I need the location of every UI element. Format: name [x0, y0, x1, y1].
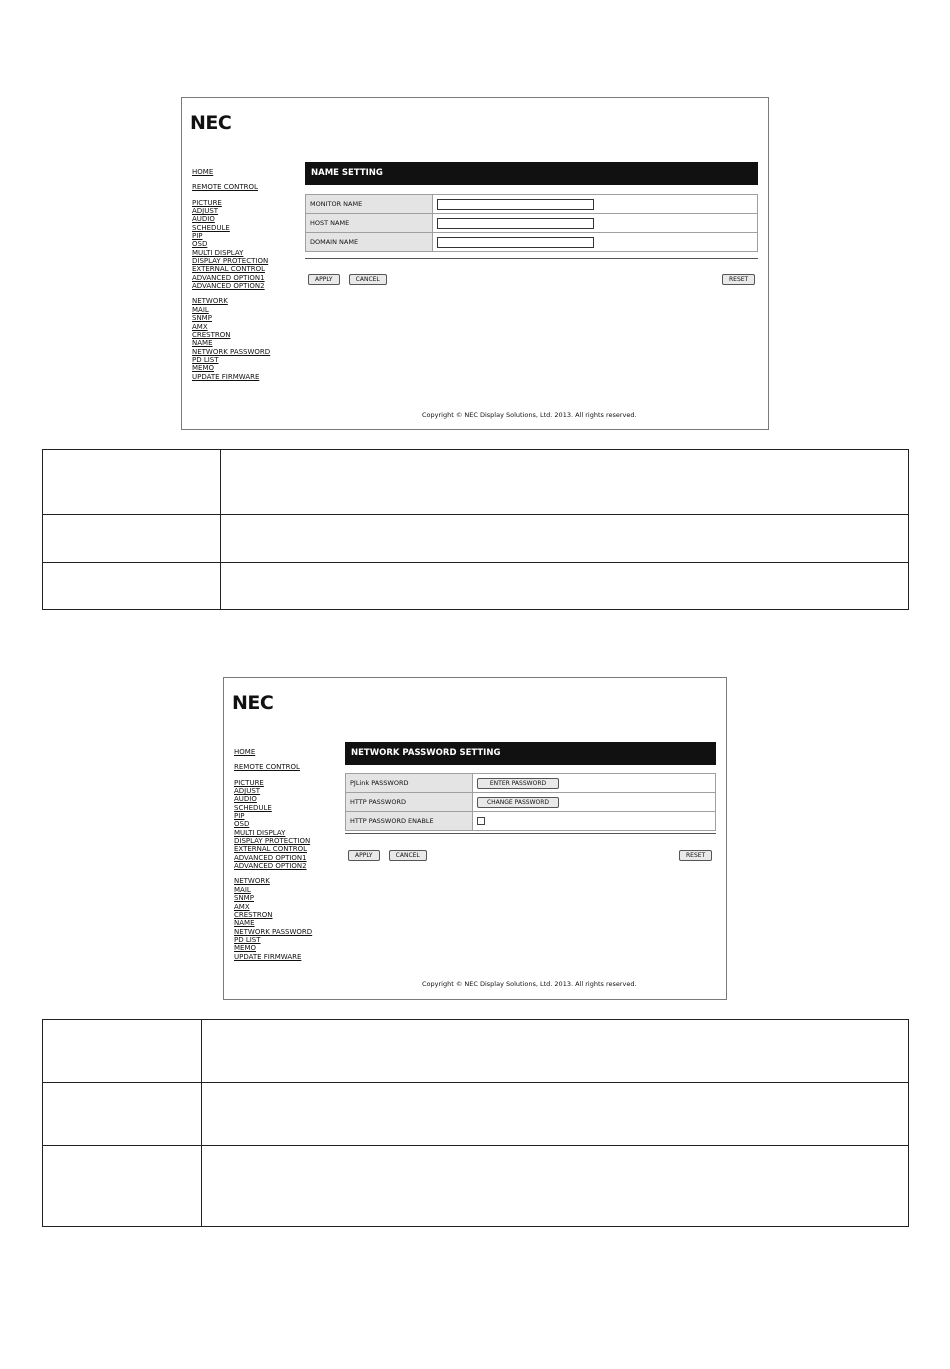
nav-link-remote-control[interactable]: REMOTE CONTROL [234, 763, 300, 772]
nav-group [234, 779, 312, 871]
apply-button[interactable]: APPLY [348, 850, 380, 861]
nav-link-advanced-option2[interactable]: ADVANCED OPTION2 [234, 862, 307, 871]
nav-link-display-protection[interactable]: DISPLAY PROTECTION [192, 257, 269, 266]
nav-link-pd-list[interactable]: PD LIST [234, 935, 261, 944]
nav-link-snmp[interactable]: SNMP [192, 314, 212, 323]
nav-link-memo[interactable]: MEMO [234, 944, 257, 953]
nav-link-mail[interactable]: MAIL [234, 885, 251, 894]
table-row [43, 563, 909, 610]
nav-link-mail[interactable]: MAIL [192, 305, 209, 314]
action-buttons [308, 266, 391, 285]
table-row [346, 774, 716, 793]
cancel-button[interactable]: CANCEL [389, 850, 427, 861]
network-password-description-table [42, 1019, 909, 1227]
nav-link-advanced-option2[interactable]: ADVANCED OPTION2 [192, 282, 265, 291]
table-row [43, 515, 909, 563]
nav-link-update-firmware[interactable]: UPDATE FIRMWARE [234, 952, 302, 961]
nav-link-network-password[interactable]: NETWORK PASSWORD [192, 347, 271, 356]
nav-link-snmp[interactable]: SNMP [234, 894, 254, 903]
table-row [43, 450, 909, 515]
description-key-cell [43, 515, 221, 563]
divider [345, 833, 716, 834]
nav-link-pd-list[interactable]: PD LIST [192, 355, 219, 364]
reset-button[interactable]: RESET [679, 850, 712, 861]
cancel-button[interactable]: CANCEL [349, 274, 387, 285]
description-key-cell [43, 1146, 202, 1227]
nav-link-picture[interactable]: PICTURE [192, 198, 222, 207]
table-row [346, 812, 716, 831]
nav-link-remote-control[interactable]: REMOTE CONTROL [192, 183, 258, 192]
description-value-cell [221, 515, 909, 563]
nav-group [192, 183, 270, 191]
nav-link-adjust[interactable]: ADJUST [192, 207, 219, 216]
http-password-enable-checkbox[interactable] [477, 817, 485, 825]
nav-link-update-firmware[interactable]: UPDATE FIRMWARE [192, 372, 260, 381]
table-row [43, 1146, 909, 1227]
copyright-text: Copyright © NEC Display Solutions, Ltd. 2013. All rights reserved. [422, 411, 637, 419]
nav-link-amx[interactable]: AMX [192, 322, 208, 331]
description-value-cell [221, 563, 909, 610]
nav-link-network-password[interactable]: NETWORK PASSWORD [234, 927, 313, 936]
nav-link-advanced-option1[interactable]: ADVANCED OPTION1 [192, 273, 265, 282]
nav-link-schedule[interactable]: SCHEDULE [234, 803, 272, 812]
page-title: NAME SETTING [305, 162, 758, 185]
reset-area [722, 266, 759, 285]
nav-link-crestron[interactable]: CRESTRON [192, 330, 231, 339]
sidebar-nav [192, 168, 270, 388]
divider [305, 258, 758, 259]
nav-link-pip[interactable]: PIP [234, 812, 245, 821]
table-row [306, 214, 758, 233]
nav-link-audio[interactable]: AUDIO [192, 215, 215, 224]
reset-area [679, 842, 716, 861]
nav-link-adjust[interactable]: ADJUST [234, 787, 261, 796]
name-settings-table [305, 194, 758, 252]
monitor-name-label: MONITOR NAME [306, 195, 433, 214]
description-value-cell [202, 1083, 909, 1146]
nav-link-multi-display[interactable]: MULTI DISPLAY [234, 828, 286, 837]
nav-link-osd[interactable]: OSD [234, 820, 250, 829]
sidebar-nav [234, 748, 312, 968]
nav-link-picture[interactable]: PICTURE [234, 778, 264, 787]
nec-logo: NEC [232, 692, 274, 714]
http-password-label: HTTP PASSWORD [346, 793, 473, 812]
copyright-text: Copyright © NEC Display Solutions, Ltd. 2013. All rights reserved. [422, 980, 637, 988]
nav-link-crestron[interactable]: CRESTRON [234, 910, 273, 919]
apply-button[interactable]: APPLY [308, 274, 340, 285]
table-row [346, 793, 716, 812]
domain-name-input[interactable] [437, 237, 594, 248]
nav-group [234, 877, 312, 960]
nav-group [192, 199, 270, 291]
nav-link-audio[interactable]: AUDIO [234, 795, 257, 804]
table-row [43, 1020, 909, 1083]
table-row [306, 233, 758, 252]
description-key-cell [43, 563, 221, 610]
table-row [306, 195, 758, 214]
description-value-cell [221, 450, 909, 515]
domain-name-label: DOMAIN NAME [306, 233, 433, 252]
nec-logo: NEC [190, 112, 232, 134]
nav-group [192, 168, 270, 176]
nav-link-network[interactable]: NETWORK [192, 297, 228, 306]
enter-password-button[interactable]: ENTER PASSWORD [477, 778, 559, 789]
nav-link-external-control[interactable]: EXTERNAL CONTROL [192, 265, 265, 274]
page-title: NETWORK PASSWORD SETTING [345, 742, 716, 765]
name-setting-screenshot [181, 97, 769, 430]
nav-group [192, 297, 270, 380]
password-settings-table [345, 773, 716, 831]
nav-link-external-control[interactable]: EXTERNAL CONTROL [234, 845, 307, 854]
name-setting-description-table [42, 449, 909, 610]
description-key-cell [43, 450, 221, 515]
nav-link-advanced-option1[interactable]: ADVANCED OPTION1 [234, 853, 307, 862]
nav-group [234, 748, 312, 756]
nav-link-multi-display[interactable]: MULTI DISPLAY [192, 248, 244, 257]
nav-link-memo[interactable]: MEMO [192, 364, 215, 373]
http-password-enable-label: HTTP PASSWORD ENABLE [346, 812, 473, 831]
nav-link-osd[interactable]: OSD [192, 240, 208, 249]
table-row [43, 1083, 909, 1146]
nav-group [234, 763, 312, 771]
pjlink-password-label: PJLink PASSWORD [346, 774, 473, 793]
host-name-input[interactable] [437, 218, 594, 229]
nav-link-name[interactable]: NAME [234, 919, 255, 928]
nav-link-display-protection[interactable]: DISPLAY PROTECTION [234, 837, 311, 846]
nav-link-amx[interactable]: AMX [234, 902, 250, 911]
monitor-name-input[interactable] [437, 199, 594, 210]
nav-link-home[interactable]: HOME [192, 168, 214, 176]
change-password-button[interactable]: CHANGE PASSWORD [477, 797, 559, 808]
nav-link-network[interactable]: NETWORK [234, 877, 270, 886]
description-value-cell [202, 1020, 909, 1083]
description-key-cell [43, 1083, 202, 1146]
nav-link-schedule[interactable]: SCHEDULE [192, 223, 230, 232]
reset-button[interactable]: RESET [722, 274, 755, 285]
host-name-label: HOST NAME [306, 214, 433, 233]
nav-link-name[interactable]: NAME [192, 339, 213, 348]
network-password-screenshot [223, 677, 727, 1000]
description-value-cell [202, 1146, 909, 1227]
action-buttons [348, 842, 431, 861]
nav-link-pip[interactable]: PIP [192, 232, 203, 241]
nav-link-home[interactable]: HOME [234, 748, 256, 756]
description-key-cell [43, 1020, 202, 1083]
